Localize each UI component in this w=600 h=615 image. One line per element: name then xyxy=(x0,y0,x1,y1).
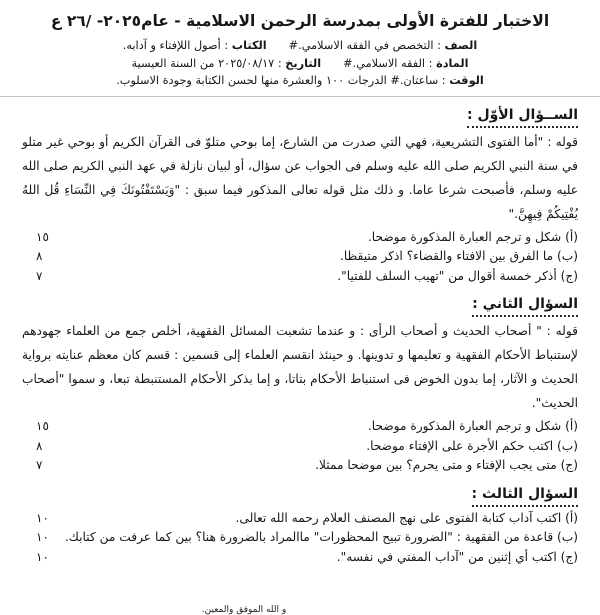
item-text: (ج) متى يجب الإفتاء و متى يحرم؟ بين موضحا ممثلا. xyxy=(315,458,578,472)
page-title: الاختبار للفترة الأولى بمدرسة الرحمن الاسلامية - عام٢٠٢٥- /٢٦ ع xyxy=(50,12,550,30)
class-value: : التخصص في الفقه الاسلامي.# xyxy=(288,39,441,52)
question-2-heading: السؤال الثاني : xyxy=(472,295,578,317)
item-marks: ١٥ xyxy=(36,419,49,433)
question-2-item-b xyxy=(22,437,578,457)
footer xyxy=(22,605,578,615)
section-question-3 xyxy=(22,483,578,568)
question-3-item-c xyxy=(22,548,578,568)
item-marks: ١٠ xyxy=(36,510,49,525)
question-2-items xyxy=(22,417,578,476)
question-1-item-a xyxy=(22,228,578,248)
item-text: (ب) ما الفرق بين الافتاء والقضاء؟ اذكر متيقظا. xyxy=(339,249,578,263)
header-divider xyxy=(0,96,600,97)
item-marks: ٨ xyxy=(36,438,43,453)
item-text: (أ) شكل و ترجم العبارة المذكورة موضحا. xyxy=(367,229,578,244)
item-marks: ٧ xyxy=(36,458,43,472)
question-3-item-a xyxy=(22,509,578,529)
header-row-class-book xyxy=(22,37,578,55)
class-field xyxy=(289,37,478,55)
book-label: الكتاب xyxy=(231,39,267,52)
date-label: التاريخ xyxy=(285,56,322,70)
question-2-passage: قوله : " أصحاب الحديث و أصحاب الرأى : و عندما تشعبت المسائل الفقهية، أخلص جمع من العلماء جهودهم لإستنباط الأحكام الفقهية و تعليمها و تدوينها. و حينئذ انقسم العلماء إلى قسمين : قسم كان معظم عنايته برواية الحديث و الآثار، إما بدون الخوض فى استنباط الأحكام بتاتا، و إما بذكر الأحكام المستنبطة تبعا، و سموا "أصحاب الحديث". xyxy=(22,324,578,410)
item-marks: ١٠ xyxy=(36,549,49,564)
item-text: (ب) قاعدة من الفقهية : "الضرورة تبيح المحظورات" ماالمراد بالضرورة هنا؟ بين كما عرفت من كتابك. xyxy=(65,530,578,544)
question-3-heading: السؤال الثالث : xyxy=(472,485,578,507)
class-label: الصف xyxy=(444,39,478,52)
item-text: (ب) اكتب حكم الأجرة على الإفتاء موضحا. xyxy=(366,438,578,453)
section-question-2 xyxy=(22,293,578,476)
question-1-passage: قوله : "أما الفتوى التشريعية، فهي التي صدرت من الشارع، إما بوحي متلوّ فى القرآن الكريم أو بوحي غير متلو في سنة النبي الكريم صلى الله عليه وسلم فى الجواب عن سؤال، أو لبيان نازلة في عهد النبي الكريم صلى الله عليه وسلم، فأصبحت شرعا عاما. و ذلك مثل قوله تعالى المذكور فيما سبق : "وَيَسْتَفْتُونَكَ فِي النِّسَاءِ قُل اللهُ يُفْتِيكُمْ فِيهِنَّ." xyxy=(22,134,578,221)
time-value: : ساعتان.# الدرجات ١٠٠ والعشرة منها لحسن الكتابة وجودة الاسلوب. xyxy=(116,74,446,87)
date-value: : ٢٠٢٥/٠٨/١٧ من السنة العيسية xyxy=(131,56,282,70)
item-marks: ١٠ xyxy=(36,530,49,544)
date-field xyxy=(132,55,322,73)
item-text: (أ) شكل و ترجم العبارة المذكورة موضحا. xyxy=(367,419,578,433)
question-1-heading: الســؤال الأوّل : xyxy=(467,106,578,128)
footer-note: و الله الموفق والمعين. xyxy=(201,605,287,615)
item-marks: ٧ xyxy=(36,268,43,283)
section-question-1 xyxy=(22,104,578,287)
question-3-item-b xyxy=(22,528,578,548)
question-1-items xyxy=(22,228,578,287)
question-1-item-b xyxy=(22,247,578,267)
header-row-subject-date xyxy=(22,55,578,73)
time-field xyxy=(116,72,484,90)
book-field xyxy=(123,37,267,55)
question-2-item-c xyxy=(22,456,578,476)
item-marks: ٨ xyxy=(36,249,43,263)
question-3-items xyxy=(22,509,578,568)
subject-value: : الفقه الاسلامي.# xyxy=(343,56,433,70)
book-value: : أصول اللإفتاء و آدابه. xyxy=(122,39,229,52)
item-text: (أ) اكتب آداب كتابة الفتوى على نهج المصنف العلام رحمه الله تعالى. xyxy=(235,510,578,525)
header-row-time xyxy=(22,72,578,90)
subject-label: المادة xyxy=(436,56,469,70)
question-1-item-c xyxy=(22,267,578,287)
item-text: (ج) أذكر خمسة أقوال من "تهيب السلف للفتيا". xyxy=(337,268,578,283)
item-text: (ج) اكتب أي إثنين من "آداب المفتي في نفسه". xyxy=(336,549,578,564)
subject-field xyxy=(343,55,468,73)
time-label: الوقت xyxy=(449,74,484,87)
question-2-item-a xyxy=(22,417,578,437)
item-marks: ١٥ xyxy=(36,229,49,244)
